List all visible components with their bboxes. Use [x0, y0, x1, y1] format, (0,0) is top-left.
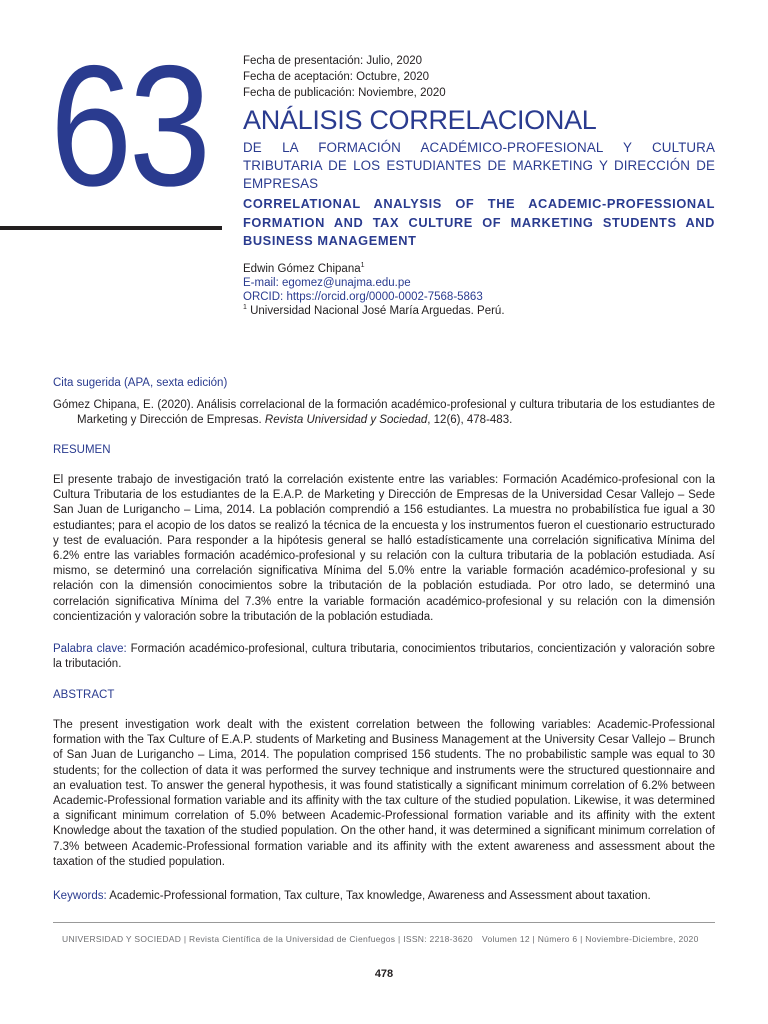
footer-volume-info: Volumen 12 | Número 6 | Noviembre-Diciembre, 2020: [482, 934, 699, 944]
english-title: CORRELATIONAL ANALYSIS OF THE ACADEMIC-PROFESSIONAL FORMATION AND TAX CULTURE OF MARKETING STUDENTS AND BUSINESS MANAGEMENT: [243, 196, 715, 248]
header-rule: [0, 226, 222, 230]
article-subtitle: DE LA FORMACIÓN ACADÉMICO-PROFESIONAL Y CULTURA TRIBUTARIA DE LOS ESTUDIANTES DE MARKETING Y DIRECCIÓN DE EMPRESAS: [243, 140, 715, 191]
author-name-line: [243, 262, 505, 276]
citation-journal: Revista Universidad y Sociedad: [264, 414, 428, 427]
author-orcid-line: [243, 290, 505, 304]
footer-journal-info: UNIVERSIDAD Y SOCIEDAD | Revista Científica de la Universidad de Cienfuegos | ISSN: 2218-3620: [62, 934, 473, 944]
citation-text-before: Gómez Chipana, E. (2020). Análisis correlacional de la formación académico-profesional y cultura tributaria de los estudiantes de Marketing y Dirección de Empresas.: [53, 399, 715, 427]
resumen-text: El presente trabajo de investigación trató la correlación existente entre las variables: Formación Académico-profesional con la Cultura Tributaria de los estudiantes de la E.A.P. de Marketing y Dirección de Empresas de la Universidad Cesar Vallejo – Sede San Juan de Lurigancho – Lima, 2014. La población comprendió a 156 estudiantes. La muestra no probabilística fue igual a 30 estudiantes; para el acopio de los datos se realizó la técnica de la encuesta y los instrumentos fueron el cuestionario estructurado y test de evaluación. Para responder a la hipótesis general se halló estadísticamente una correlación significativa Mínima del 6.2% entre las variables formación académico-profesional y su relación con la cultura tributaria de la población estudiada. Así mismo, se determinó una correlación significativa Mínima del 5.0% entre la variable formación académico-profesional y su relación con la dimensión conocimientos sobre la tributación de la población estudiada. Por otro lado, se determinó una correlación significativa Mínima del 7.3% entre la variable formación académico-profesional y su relación con la dimensión concientización y valoración sobre la tributación de la población estudiada.: [53, 474, 715, 623]
orcid-link[interactable]: https://orcid.org/0000-0002-7568-5863: [286, 291, 483, 303]
author-email-line: [243, 276, 505, 290]
citation-text: [53, 398, 715, 428]
palabra-clave-block: [53, 642, 715, 672]
article-title: ANÁLISIS CORRELACIONAL: [243, 105, 597, 135]
dates-block: [243, 53, 446, 101]
article-number: 63: [50, 30, 208, 222]
palabra-clave-text: Formación académico-profesional, cultura tributaria, conocimientos tributarios, concientización y valoración sobre la tributación.: [53, 643, 715, 671]
acceptance-date: Fecha de aceptación: Octubre, 2020: [243, 71, 430, 83]
page-footer: [62, 934, 712, 944]
palabra-clave-label: Palabra clave:: [53, 643, 127, 655]
abstract-heading: ABSTRACT: [53, 689, 115, 701]
email-link[interactable]: egomez@unajma.edu.pe: [281, 277, 411, 289]
page-number: 478: [374, 968, 394, 980]
keywords-label: Keywords:: [53, 890, 107, 902]
author-block: [243, 262, 505, 318]
publication-date: Fecha de publicación: Noviembre, 2020: [243, 87, 446, 99]
keywords-text: Academic-Professional formation, Tax culture, Tax knowledge, Awareness and Assessment about taxation.: [106, 890, 651, 902]
citation-text-after: , 12(6), 478-483.: [427, 414, 513, 427]
affiliation: Universidad Nacional José María Arguedas. Perú.: [246, 305, 505, 317]
footer-rule: [53, 922, 715, 923]
author-sup: 1: [360, 262, 365, 269]
citation-block: [53, 398, 715, 428]
affiliation-line: [243, 304, 505, 318]
email-label: E-mail:: [243, 277, 282, 289]
affiliation-sup: 1: [243, 304, 247, 311]
resumen-heading: RESUMEN: [53, 444, 111, 456]
citation-label: Cita sugerida (APA, sexta edición): [53, 377, 228, 389]
presentation-date: Fecha de presentación: Julio, 2020: [243, 55, 423, 67]
author-name: Edwin Gómez Chipana: [243, 263, 361, 275]
keywords-block: [53, 889, 715, 904]
abstract-text: The present investigation work dealt with the existent correlation between the following variables: Academic-Professional formation with the Tax Culture of E.A.P. students of Marketing and Business Management at the University Cesar Vallejo – Brunch of San Juan de Lurigancho – Lima, 2014. The population comprised 156 students. The no probabilistic sample was equal to 30 students; for the collection of data it was performed the survey technique and instruments were the structured questionnaire and an evaluation test. To answer the general hypothesis, it was found statistically a significant minimum correlation of 6.2% between Academic-Professional formation variable and its affinity with the tax culture of the studied population. Likewise, it was determined a significant minimum correlation of 5.0% between Academic-Professional formation variable and its affinity with the extent Knowledge about the taxation of the studied population. On the other hand, it was determined a significant minimum correlation of 7.3% between Academic-Professional formation variable and its affinity with the extent awareness and assessment about the taxation of the studied population.: [53, 719, 715, 868]
orcid-label: ORCID:: [243, 291, 287, 303]
